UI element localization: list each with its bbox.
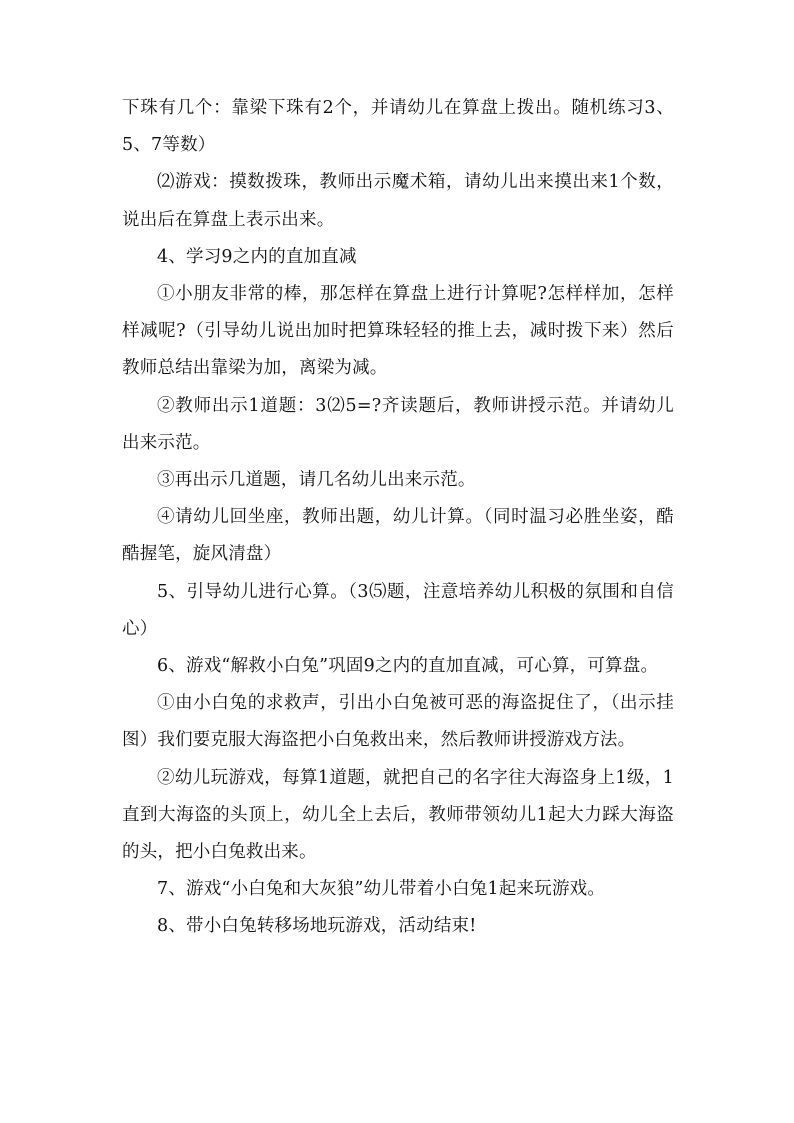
paragraph-2: ⑵游戏：摸数拨珠，教师出示魔术箱，请幼儿出来摸出来1个数，说出后在算盘上表示出来。: [122, 172, 674, 230]
paragraph-7: ④请幼儿回坐座，教师出题，幼儿计算。（同时温习必胜坐姿，酷酷握笔，旋风清盘）: [122, 507, 674, 565]
paragraph-10: ①由小白兔的求救声，引出小白兔被可恶的海盗捉住了，（出示挂图）我们要克服大海盗把小白兔救出来，然后教师讲授游戏方法。: [122, 693, 674, 751]
paragraph-6: ③再出示几道题，请几名幼儿出来示范。: [157, 470, 476, 491]
paragraph-12: 7、游戏“小白兔和大灰狼”幼儿带着小白兔1起来玩游戏。: [157, 879, 606, 900]
paragraph-3: 4、学习9之内的直加直减: [157, 246, 357, 267]
paragraph-11: ②幼儿玩游戏，每算1道题，就把自己的名字往大海盗身上1级，1直到大海盗的头顶上，幼儿全上去后，教师带领幼儿1起大力踩大海盗的头，把小白兔救出来。: [122, 767, 674, 863]
paragraph-1: 下珠有几个：靠梁下珠有2个，并请幼儿在算盘上拨出。随机练习3、5、7等数）: [122, 98, 674, 156]
document-body: [122, 90, 674, 946]
paragraph-4: ①小朋友非常的棒，那怎样在算盘上进行计算呢?怎样样加，怎样样减呢?（引导幼儿说出加时把算珠轻轻的推上去，减时拨下来）然后教师总结出靠梁为加，离梁为减。: [122, 284, 674, 379]
paragraph-13: 8、带小白兔转移场地玩游戏，活动结束!: [157, 916, 477, 937]
paragraph-5: ②教师出示1道题：3⑵5=?齐读题后，教师讲授示范。并请幼儿出来示范。: [122, 395, 674, 453]
paragraph-8: 5、引导幼儿进行心算。（3⑸题，注意培养幼儿积极的氛围和自信心）: [122, 581, 674, 639]
paragraph-9: 6、游戏“解救小白兔”巩固9之内的直加直减，可心算，可算盘。: [157, 656, 659, 677]
